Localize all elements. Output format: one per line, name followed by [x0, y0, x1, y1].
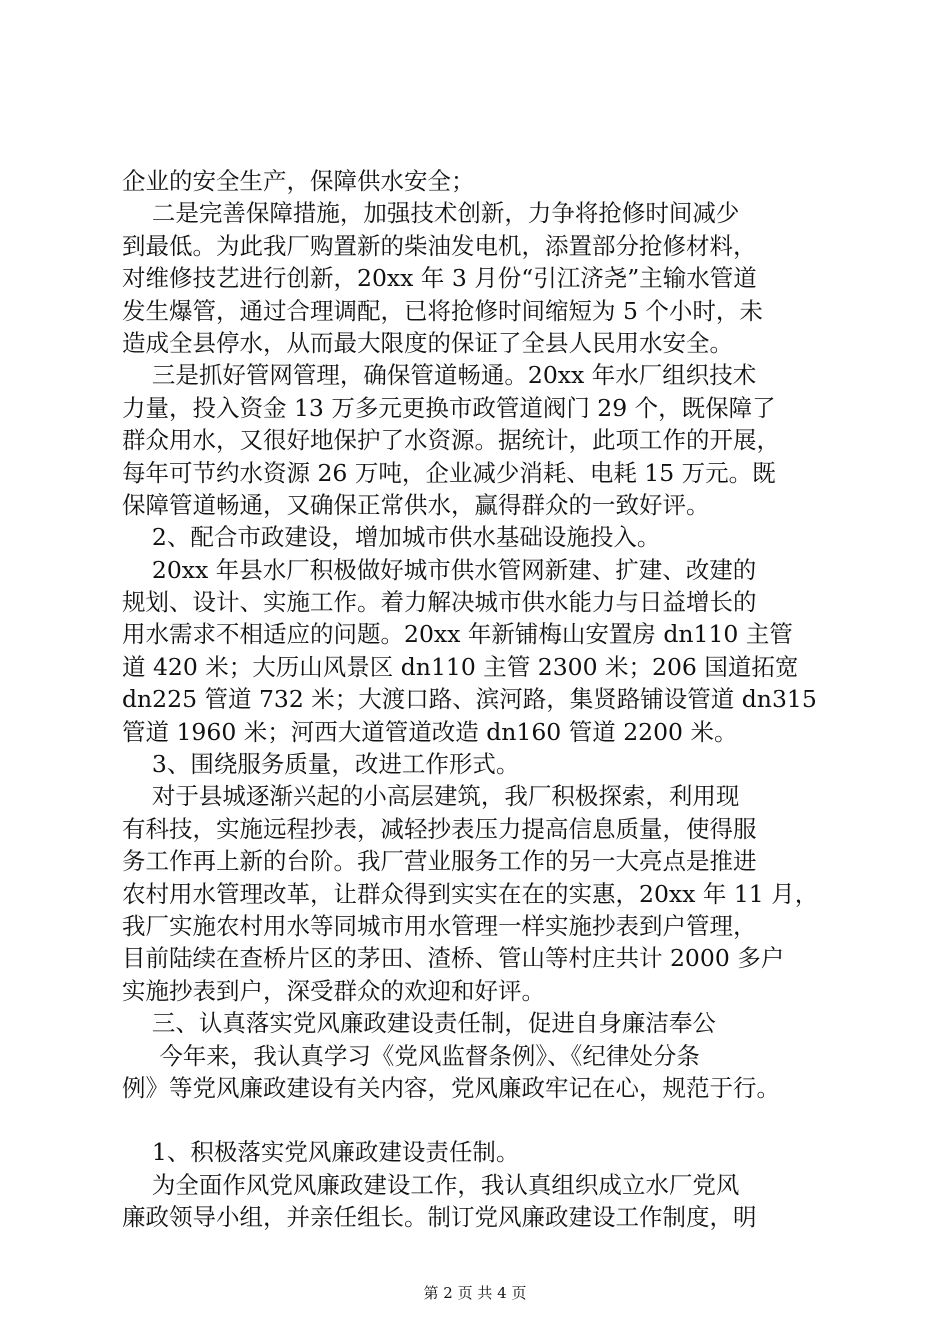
text-line: 实施抄表到户，深受群众的欢迎和好评。	[122, 976, 545, 1005]
text-line: 对于县城逐渐兴起的小高层建筑，我厂积极探索，利用现	[122, 782, 740, 811]
text-line: 群众用水，又很好地保护了水资源。据统计，此项工作的开展，	[122, 426, 780, 455]
text-line: 对维修技艺进行创新，20xx 年 3 月份“引江济尧”主输水管道	[122, 264, 757, 293]
text-line: 今年来，我认真学习《党风监督条例》、《纪律处分条	[122, 1041, 700, 1070]
text-line: 三是抓好管网管理，确保管道畅通。20xx 年水厂组织技术	[122, 361, 757, 390]
text-line: 管道 1960 米；河西大道管道改造 dn160 管道 2200 米。	[122, 717, 738, 746]
text-line: 造成全县停水，从而最大限度的保证了全县人民用水安全。	[122, 328, 733, 357]
text-line: 用水需求不相适应的问题。20xx 年新铺梅山安置房 dn110 主管	[122, 620, 793, 649]
text-line: 保障管道畅通，又确保正常供水，赢得群众的一致好评。	[122, 490, 710, 519]
text-line: 我厂实施农村用水等同城市用水管理一样实施抄表到户管理，	[122, 911, 757, 940]
paragraph-gap	[122, 1104, 842, 1136]
text-line: 企业的安全生产，保障供水安全；	[122, 167, 475, 195]
section-heading: 三、认真落实党风廉政建设责任制，促进自身廉洁奉公	[122, 1009, 716, 1038]
text-line: 农村用水管理改革，让群众得到实实在在的实惠，20xx 年 11 月，	[122, 879, 819, 908]
section-heading: 1、积极落实党风廉政建设责任制。	[122, 1138, 520, 1167]
text-line: 目前陆续在查桥片区的茅田、渣桥、管山等村庄共计 2000 多户	[122, 944, 785, 973]
text-line: 规划、设计、实施工作。着力解决城市供水能力与日益增长的	[122, 588, 757, 617]
text-line: 务工作再上新的台阶。我厂营业服务工作的另一大亮点是推进	[122, 847, 757, 876]
text-line: 每年可节约水资源 26 万吨，企业减少消耗、电耗 15 万元。既	[122, 458, 776, 487]
text-line: 发生爆管，通过合理调配，已将抢修时间缩短为 5 个小时，未	[122, 296, 763, 325]
text-line: 有科技，实施远程抄表，减轻抄表压力提高信息质量，使得服	[122, 814, 757, 843]
text-line: 道 420 米；大历山风景区 dn110 主管 2300 米；206 国道拓宽	[122, 652, 799, 681]
section-heading: 3、围绕服务质量，改进工作形式。	[122, 750, 520, 779]
text-line: 廉政领导小组，并亲任组长。制订党风廉政建设工作制度，明	[122, 1203, 757, 1232]
text-line: 为全面作风党风廉政建设工作，我认真组织成立水厂党风	[122, 1170, 740, 1199]
text-line: dn225 管道 732 米；大渡口路、滨河路，集贤路铺设管道 dn315	[122, 685, 817, 714]
text-line: 到最低。为此我厂购置新的柴油发电机，添置部分抢修材料，	[122, 231, 757, 260]
document-body	[122, 165, 842, 1234]
text-line: 二是完善保障措施，加强技术创新，力争将抢修时间减少	[122, 199, 740, 228]
section-heading: 2、配合市政建设，增加城市供水基础设施投入。	[122, 523, 661, 552]
text-line: 例》等党风廉政建设有关内容，党风廉政牢记在心，规范于行。	[122, 1073, 780, 1102]
text-line: 20xx 年县水厂积极做好城市供水管网新建、扩建、改建的	[122, 555, 757, 584]
text-line: 力量，投入资金 13 万多元更换市政管道阀门 29 个，既保障了	[122, 393, 776, 422]
page-number-footer: 第 2 页 共 4 页	[423, 1284, 527, 1302]
